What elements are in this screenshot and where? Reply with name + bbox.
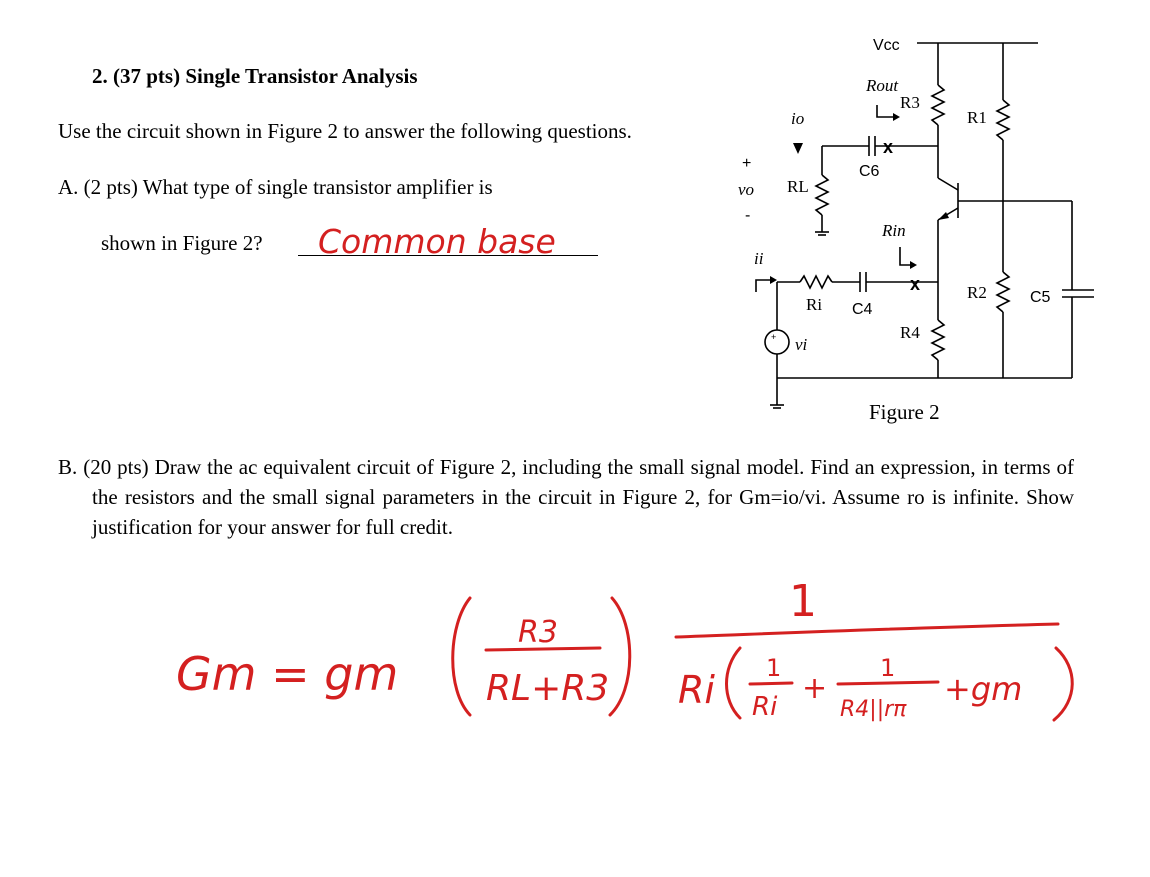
hw-rl-r3: RL+R3 [486, 668, 610, 709]
r1-resistor [997, 100, 1009, 140]
hw-inner-1: 1 [766, 654, 782, 682]
vi-label: vi [795, 335, 808, 354]
minus-sign: - [745, 207, 751, 224]
figure-caption: Figure 2 [869, 400, 940, 424]
hw-gm: +gm [944, 670, 1023, 708]
rout-label: Rout [866, 76, 899, 95]
question-intro: Use the circuit shown in Figure 2 to answer the following questions. [58, 119, 632, 143]
rin-label: Rin [882, 221, 906, 240]
cut-mark-c6: x [883, 137, 894, 157]
ri-resistor [800, 276, 832, 288]
source-plus: + [771, 332, 777, 342]
hw-r3: R3 [518, 615, 558, 650]
hw-plus: + [802, 671, 828, 706]
handwritten-equation [176, 576, 1072, 722]
hw-inner-1b: 1 [880, 654, 896, 682]
hw-frac-bar-main [676, 624, 1058, 637]
r1-label: R1 [967, 108, 987, 127]
plus-sign: + [742, 155, 752, 172]
io-label: io [791, 109, 805, 128]
ri-label: Ri [806, 295, 823, 314]
rl-resistor [816, 175, 828, 215]
vcc-label: Vcc [873, 37, 900, 54]
c4-label: C4 [852, 301, 873, 318]
vo-label: vo [738, 180, 755, 199]
r4-resistor [932, 320, 944, 360]
hw-ri: Ri [678, 668, 715, 712]
hw-one: 1 [789, 576, 817, 627]
question-title: 2. (37 pts) Single Transistor Analysis [92, 64, 418, 88]
c6-label: C6 [859, 163, 880, 180]
c5-label: C5 [1030, 289, 1051, 306]
hw-r4-rpi: R4||rπ [840, 697, 907, 722]
r3-resistor [932, 85, 944, 125]
ii-label: ii [754, 249, 764, 268]
hw-paren-right [610, 598, 630, 715]
part-b-paragraph: B. (20 pts) Draw the ac equivalent circuit of Figure 2, including the small signal model. Find an expression, in terms of the resistors and the small signal parameters in the circuit in Figure 2, for Gm=io/vi. Assume ro is infinite. Show justification for your answer for full credit. [58, 455, 1074, 539]
hw-lhs: Gm = gm [176, 647, 399, 701]
cut-mark-c4: x [910, 274, 921, 294]
vi-source [765, 330, 789, 354]
answer-a-handwriting: Common base [318, 222, 556, 261]
r2-label: R2 [967, 283, 987, 302]
ii-arrow-wire [756, 280, 770, 292]
hw-frac-bar-2 [750, 683, 792, 684]
hw-paren-left-2 [727, 648, 741, 718]
hw-paren-left [453, 598, 470, 715]
rl-label: RL [787, 177, 809, 196]
hw-frac-bar-1 [486, 648, 600, 650]
hw-paren-right-2 [1054, 648, 1072, 720]
part-a-line1: A. (2 pts) What type of single transistor amplifier is [58, 175, 493, 199]
r4-label: R4 [900, 323, 920, 342]
r3-label: R3 [900, 93, 920, 112]
r2-resistor [997, 272, 1009, 312]
hw-inner-ri: Ri [752, 692, 778, 722]
part-a-line2: shown in Figure 2? [101, 231, 263, 255]
circuit-figure [738, 37, 1094, 408]
hw-frac-bar-3 [838, 682, 938, 684]
